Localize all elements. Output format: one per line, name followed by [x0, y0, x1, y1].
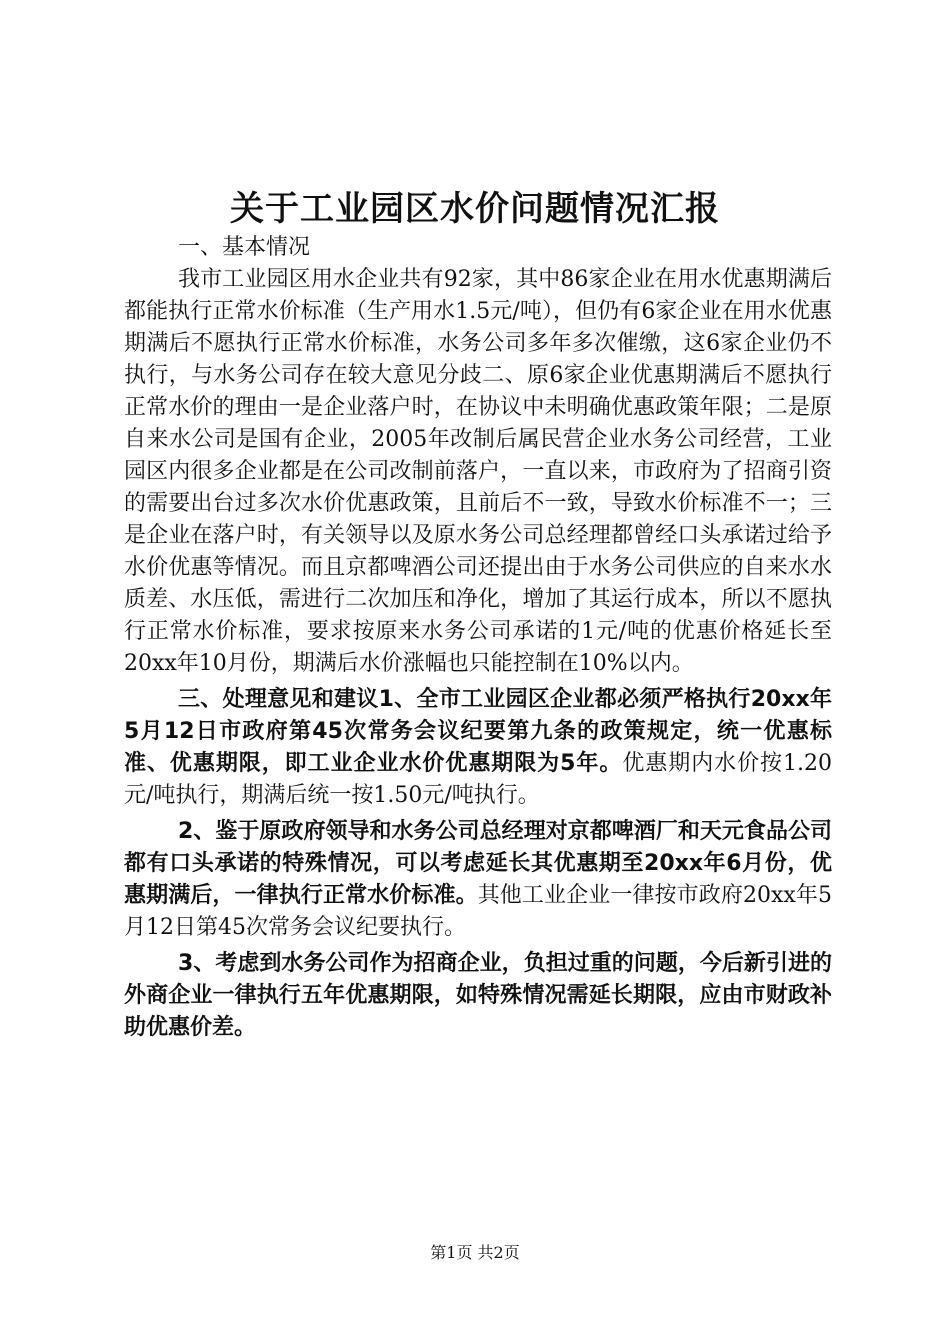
document-title: 关于工业园区水价问题情况汇报 — [230, 189, 720, 229]
item2-normal-text: 其他工业企业一律按市政府20xx年5月12日第45次常务会议纪要执行。 — [124, 883, 832, 940]
section3-normal-text: 优惠期内水价按1.20元/吨执行，期满后统一按1.50元/吨执行。 — [124, 751, 832, 808]
item2-paragraph — [124, 816, 832, 944]
section3-paragraph — [124, 684, 832, 812]
item3-paragraph — [124, 948, 832, 1044]
section3-bold-text: 三、处理意见和建议1、全市工业园区企业都必须严格执行20xx年5月12日市政府第45次常务会议纪要第九条的政策规定，统一优惠标准、优惠期限，即工业企业水价优惠期限为5年。 — [124, 687, 832, 776]
section1-heading: 一、基本情况 — [178, 235, 311, 260]
item3-bold-text: 3、考虑到水务公司作为招商企业，负担过重的问题，今后新引进的外商企业一律执行五年优惠期限，如特殊情况需延长期限，应由市财政补助优惠价差。 — [124, 951, 832, 1040]
document-body — [124, 232, 832, 1044]
page-footer: 第1页 共2页 — [430, 1243, 520, 1262]
section1-paragraph: 我市工业园区用水企业共有92家，其中86家企业在用水优惠期满后都能执行正常水价标准（生产用水1.5元/吨），但仍有6家企业在用水优惠期满后不愿执行正常水价标准，水务公司多年多次催缴，这6家企业仍不执行，与水务公司存在较大意见分歧二、原6家企业优惠期满后不愿执行正常水价的理由一是企业落户时，在协议中未明确优惠政策年限；二是原自来水公司是国有企业，2005年改制后属民营企业水务公司经营，工业园区内很多企业都是在公司改制前落户，一直以来，市政府为了招商引资的需要出台过多次水价优惠政策，且前后不一致，导致水价标准不一；三是企业在落户时，有关领导以及原水务公司总经理都曾经口头承诺过给予水价优惠等情况。而且京都啤酒公司还提出由于水务公司供应的自来水水质差、水压低，需进行二次加压和净化，增加了其运行成本，所以不愿执行正常水价标准，要求按原来水务公司承诺的1元/吨的优惠价格延长至20xx年10月份，期满后水价涨幅也只能控制在10%以内。 — [124, 267, 832, 676]
item2-bold-text: 2、鉴于原政府领导和水务公司总经理对京都啤酒厂和天元食品公司都有口头承诺的特殊情况，可以考虑延长其优惠期至20xx年6月份，优惠期满后，一律执行正常水价标准。 — [124, 819, 832, 908]
